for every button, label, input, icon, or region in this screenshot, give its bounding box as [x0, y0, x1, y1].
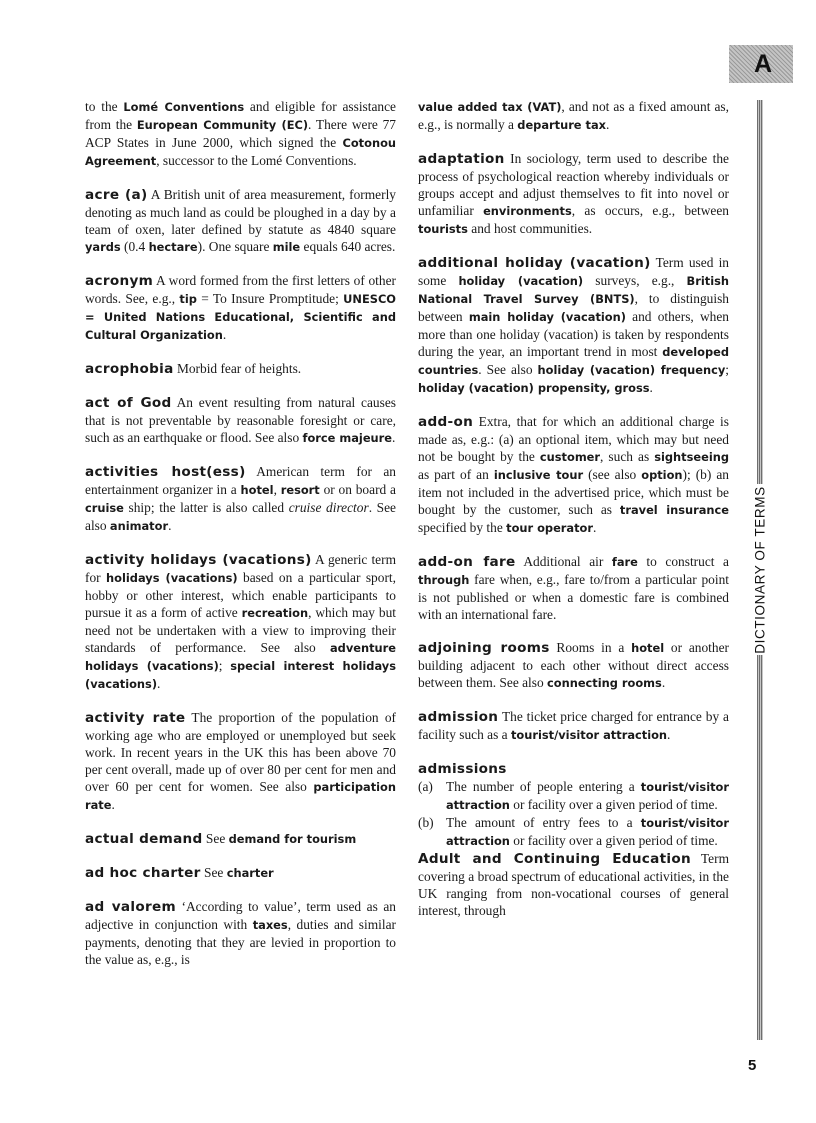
entry-admission: admission The ticket price charged for entrance by a facility such as a tourist/visitor attraction. [418, 709, 729, 742]
entry-continuation: value added tax (VAT), and not as a fixed amount as, e.g., is normally a departure tax. [418, 99, 729, 132]
entry-ad-valorem: ad valorem ‘According to value’, term used as an adjective in conjunction with taxes, duties and similar payments, denoting that they are levied in proportion to the value as, e.g., is [85, 899, 396, 967]
headword: add-on fare [418, 554, 516, 570]
headword: adaptation [418, 151, 505, 167]
headword: add-on [418, 414, 474, 430]
entry-adaptation: adaptation In sociology, term used to describe the process of psychological reaction whereby individuals or groups accept and adjust themselves to fit into novel or unfamiliar environments, as occurs, e.g., between tourists and host communities. [418, 151, 730, 236]
entry-acrophobia: acrophobia Morbid fear of heights. [85, 361, 302, 377]
list-item: (a) The number of people entering a tourist/visitor attraction or facility over a given period of time. [418, 779, 729, 812]
headword: act of God [85, 395, 172, 411]
entry-ad-hoc-charter: ad hoc charter See charter [85, 865, 274, 881]
entry-activities-host: activities host(ess) American term for an entertainment organizer in a hotel, resort or on board a cruise ship; the latter is also called cruise director. See also animator. [85, 464, 397, 533]
list-item: (b) The amount of entry fees to a tourist/visitor attraction or facility over a given period of time. [418, 815, 729, 848]
entry-actual-demand: actual demand See demand for tourism [85, 831, 357, 847]
entry-adult-education: Adult and Continuing Education Term covering a broad spectrum of educational activities, in the UK ranging from non-vocational courses of general interest, through [418, 851, 729, 918]
headword: admissions [418, 761, 507, 777]
entry-adjoining-rooms: adjoining rooms Rooms in a hotel or another building adjacent to each other without direct access between them. See also connecting rooms. [418, 640, 729, 690]
entry-add-on-fare: add-on fare Additional air fare to construct a through fare when, e.g., fare to/from a particular point is not published or when a domestic fare is combined with an international fare. [418, 554, 729, 622]
headword: acre (a) [85, 187, 148, 203]
entry-acre: acre (a) A British unit of area measurement, formerly denoting as much land as could be ploughed in a day by a team of oxen, later defined by statute as 4840 square yards (0.4 hectare). One square mile equals 640 acres. [85, 187, 396, 254]
section-letter: A [753, 49, 773, 78]
left-column [85, 98, 396, 968]
headword: activity rate [85, 710, 186, 726]
headword: adjoining rooms [418, 640, 550, 656]
side-rule-bottom [757, 655, 763, 1040]
entry-act-of-god: act of God An event resulting from natural causes that is not preventable by reasonable foresight or care, such as an earthquake or flood. See also force majeure. [85, 395, 396, 445]
entry-admissions [418, 760, 729, 850]
headword: acronym [85, 273, 154, 289]
page-number: 5 [748, 1057, 757, 1074]
entry-activity-holidays: activity holidays (vacations) A generic term for holidays (vacations) based on a particular sport, hobby or other interest, which enable participants to pursue it as a form of active recreation, which may but need not be undertaken with a view to improving their standards of performance. See also adventure holidays (vacations); special interest holidays (vacations). [85, 552, 396, 691]
entry-add-on: add-on Extra, that for which an additional charge is made as, e.g.: (a) an optional item, which may but need not be bought by the customer, such as sightseeing as part of an inclusive tour (see also option); (b) an item not included in the advertised price, which must be bought by the customer, such as travel insurance specified by the tour operator. [418, 414, 729, 535]
entry-continuation: to the Lomé Conventions and eligible for assistance from the European Community (EC). There were 77 ACP States in June 2000, which signed the Cotonou Agreement, successor to the Lomé Conventions. [85, 99, 396, 168]
entry-activity-rate: activity rate The proportion of the population of working age who are employed or unemployed but seek work. In recent years in the UK this has been above 70 per cent overall, made up of over 80 per cent for men and over 60 per cent for women. See also participation rate. [85, 710, 396, 812]
running-title: DICTIONARY OF TERMS [752, 486, 768, 654]
headword: additional holiday (vacation) [418, 255, 651, 271]
right-column [418, 98, 729, 919]
headword: acrophobia [85, 361, 174, 377]
headword: admission [418, 709, 499, 725]
side-rule-top [757, 100, 763, 484]
headword: activities host(ess) [85, 464, 246, 480]
entry-acronym: acronym A word formed from the first letters of other words. See, e.g., tip = To Insure Promptitude; UNESCO = United Nations Educational, Scientific and Cultural Organization. [85, 273, 396, 342]
headword: Adult and Continuing Education [418, 851, 691, 867]
headword: ad hoc charter [85, 865, 201, 881]
entry-additional-holiday: additional holiday (vacation) Term used in some holiday (vacation) surveys, e.g., British National Travel Survey (BNTS), to distinguish between main holiday (vacation) and others, when more than one holiday (vacation) is taken by respondents during the year, an important trend in most developed countries. See also holiday (vacation) frequency; holiday (vacation) propensity, gross. [418, 255, 730, 395]
headword: activity holidays (vacations) [85, 552, 312, 568]
section-letter-tab [729, 45, 793, 83]
headword: ad valorem [85, 899, 176, 915]
headword: actual demand [85, 831, 203, 847]
admissions-list [418, 778, 729, 850]
